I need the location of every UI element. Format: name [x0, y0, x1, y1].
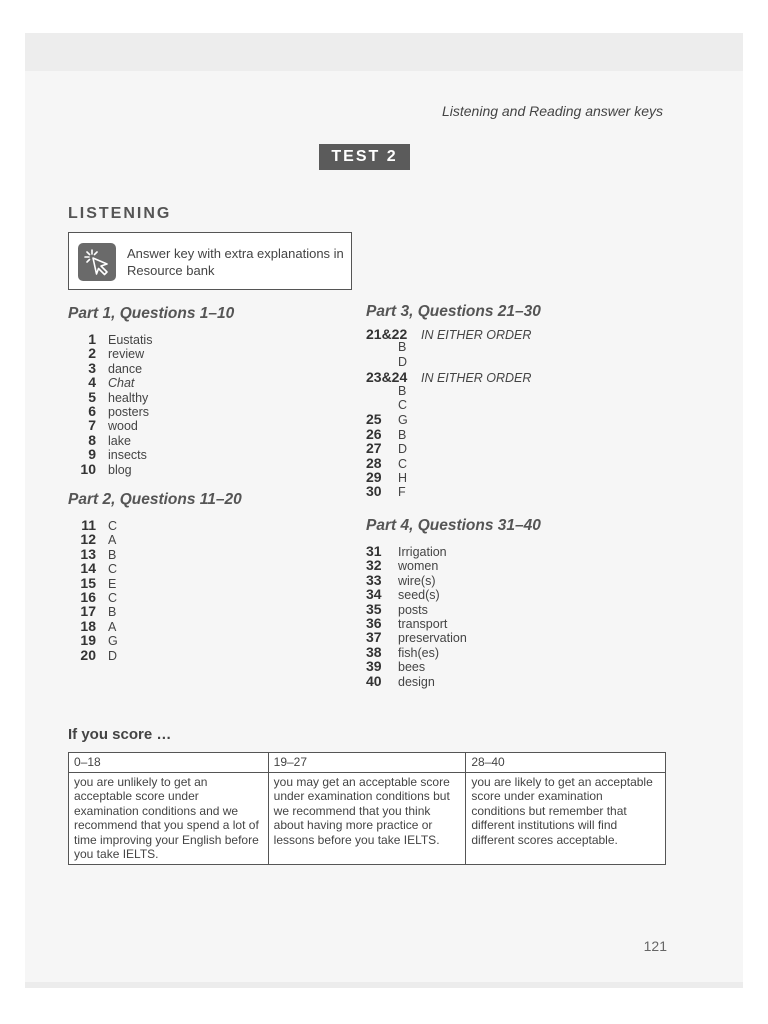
answer-row [366, 587, 541, 601]
answer-row [68, 433, 234, 447]
question-number: 37 [366, 629, 382, 646]
answer-row [68, 462, 234, 476]
answer-text: blog [108, 462, 132, 477]
question-number: 1 [88, 331, 96, 347]
answer-pair-row [366, 326, 541, 340]
score-table [68, 752, 666, 865]
question-number: 4 [88, 374, 96, 391]
answer-text: F [398, 485, 406, 500]
answer-text: B [108, 547, 117, 562]
answer-row [366, 558, 541, 572]
order-note: IN EITHER ORDER [421, 328, 532, 342]
answer-text: D [108, 648, 118, 663]
question-number: 5 [88, 388, 96, 405]
question-number: 34 [366, 586, 382, 603]
answer-text: bees [398, 660, 426, 675]
part-3-title: Part 3, Questions 21–30 [366, 303, 541, 320]
score-range: 19–27 [268, 753, 466, 773]
answer-row [68, 604, 242, 618]
part-4 [366, 517, 541, 688]
question-number: 21&22 [366, 326, 408, 342]
question-number: 20 [80, 646, 96, 663]
answer-row [366, 427, 541, 441]
question-number: 27 [366, 440, 382, 457]
answer-row [68, 447, 234, 461]
question-number: 31 [366, 543, 382, 559]
answer-text: lake [108, 433, 131, 448]
answer-row [366, 412, 541, 426]
scan-band-bottom [25, 982, 743, 988]
answer-text: D [398, 354, 408, 369]
part-4-title: Part 4, Questions 31–40 [366, 517, 541, 534]
part-1-title: Part 1, Questions 1–10 [68, 305, 235, 322]
answer-row [68, 332, 234, 346]
question-number: 28 [366, 454, 382, 471]
answer-row [366, 456, 541, 470]
answer-text: review [108, 347, 145, 362]
question-number: 13 [80, 545, 96, 562]
answer-row [68, 547, 242, 561]
question-number: 2 [88, 345, 96, 362]
answer-text: H [398, 470, 408, 485]
question-number: 14 [80, 560, 96, 577]
answer-text: posters [108, 404, 149, 419]
answer-row [68, 418, 234, 432]
answer-row [68, 633, 242, 647]
score-description: you may get an acceptable score under examination conditions but we recommend that you think about having more practice or lessons before you take IELTS. [268, 772, 466, 864]
answer-text: C [108, 519, 118, 533]
answer-text: B [398, 383, 407, 398]
answer-row [68, 390, 234, 404]
answer-text: fish(es) [398, 645, 439, 660]
answer-row [68, 532, 242, 546]
answer-text: wire(s) [398, 573, 436, 588]
order-note: IN EITHER ORDER [421, 371, 532, 386]
answer-text: B [398, 427, 407, 442]
question-number: 11 [81, 517, 96, 533]
resource-note-text: Answer key with extra explanations in Resource bank [127, 246, 344, 278]
part-1 [68, 305, 234, 476]
resource-bank-note [68, 232, 352, 290]
answer-row [366, 659, 541, 673]
answer-text: design [398, 674, 435, 689]
answer-text: C [108, 562, 118, 577]
answer-row [366, 544, 541, 558]
test-label: TEST 2 [319, 144, 410, 170]
score-header-row [69, 753, 666, 773]
part-2-title: Part 2, Questions 11–20 [68, 491, 242, 508]
question-number: 19 [80, 632, 96, 649]
answer-row [366, 674, 541, 688]
answer-row [68, 518, 242, 532]
answer-text: women [398, 559, 439, 574]
answer-text: B [108, 605, 117, 620]
answer-text: A [108, 533, 117, 548]
answer-row [68, 404, 234, 418]
question-number: 38 [366, 643, 382, 660]
question-number: 7 [88, 417, 96, 434]
answer-row [68, 619, 242, 633]
part-3 [366, 303, 541, 499]
answer-text: Chat [108, 376, 135, 391]
question-number: 9 [88, 446, 96, 463]
score-description: you are unlikely to get an acceptable score under examination conditions and we recommend that you spend a lot of time improving your English before you take IELTS. [69, 772, 269, 864]
question-number: 36 [366, 614, 382, 631]
answer-row [366, 470, 541, 484]
question-number: 23&24 [366, 369, 408, 386]
answer-text: wood [108, 419, 138, 434]
question-number: 18 [80, 617, 96, 634]
question-number: 25 [366, 411, 382, 428]
answer-text: preservation [398, 631, 467, 646]
answer-text: Eustatis [108, 333, 153, 347]
section-title: LISTENING [68, 205, 172, 222]
score-description-row [69, 772, 666, 864]
answer-row [68, 375, 234, 389]
answer-row [68, 361, 234, 375]
answer-row [68, 590, 242, 604]
score-description: you are likely to get an acceptable score under examination conditions but remember that different institutions will find different scores acceptable. [466, 772, 666, 864]
answer-text: A [108, 619, 117, 634]
answer-row [366, 602, 541, 616]
page-number: 121 [643, 938, 667, 954]
question-number: 39 [366, 658, 382, 675]
answer-row [366, 645, 541, 659]
question-number: 29 [366, 468, 382, 485]
answer-row [68, 561, 242, 575]
question-number: 16 [80, 588, 96, 605]
answer-row [68, 346, 234, 360]
cursor-click-icon [78, 243, 116, 281]
question-number: 6 [88, 402, 96, 419]
answer-row [366, 630, 541, 644]
answer-text: dance [108, 361, 143, 376]
answer-row [366, 441, 541, 455]
question-number: 12 [80, 531, 96, 548]
question-number: 3 [88, 359, 96, 376]
answer-text: G [398, 413, 408, 428]
answer-text: seed(s) [398, 588, 440, 603]
score-range: 0–18 [69, 753, 269, 773]
score-title: If you score … [68, 726, 172, 743]
answer-pair-row [366, 369, 541, 386]
question-number: 40 [366, 672, 382, 689]
question-number: 15 [80, 574, 96, 591]
answer-text: C [398, 456, 408, 471]
answer-text: Irrigation [398, 545, 447, 559]
answer-text: C [108, 590, 118, 605]
question-number: 26 [366, 425, 382, 442]
scan-band-top [25, 33, 743, 71]
answer-row [366, 573, 541, 587]
answer-text: E [108, 576, 117, 591]
question-number: 32 [366, 557, 382, 574]
answer-text: G [108, 634, 118, 649]
question-number: 30 [366, 483, 382, 500]
answer-row [366, 484, 541, 498]
question-number: 8 [88, 431, 96, 448]
question-number: 10 [80, 460, 96, 477]
running-head: Listening and Reading answer keys [441, 103, 663, 119]
answer-text: transport [398, 616, 448, 631]
answer-text: C [398, 397, 408, 412]
score-range: 28–40 [466, 753, 666, 773]
answer-row [68, 576, 242, 590]
question-number: 35 [366, 600, 382, 617]
question-number: 33 [366, 571, 382, 588]
answer-text: B [398, 340, 407, 355]
answer-text: insects [108, 448, 147, 463]
answer-text: D [398, 442, 408, 457]
question-number: 17 [80, 603, 96, 620]
part-2 [68, 491, 242, 662]
answer-text: healthy [108, 390, 149, 405]
answer-text: posts [398, 602, 428, 617]
answer-row [68, 648, 242, 662]
answer-row [366, 616, 541, 630]
